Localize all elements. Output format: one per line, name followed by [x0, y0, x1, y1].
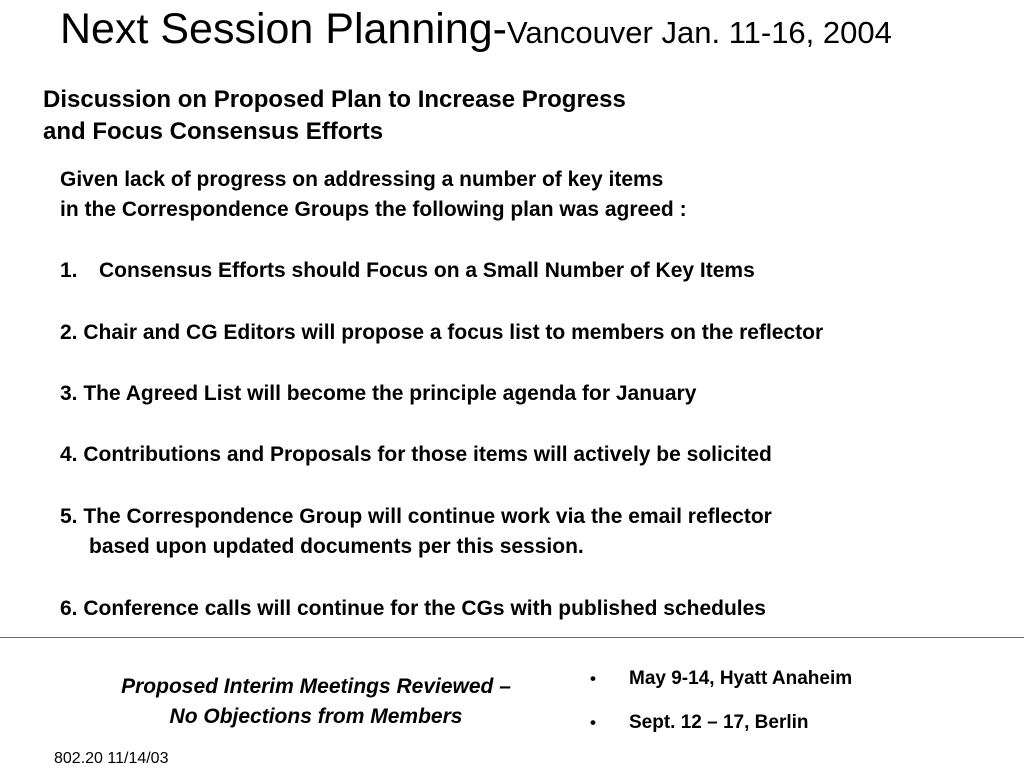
intro-paragraph [60, 165, 687, 225]
slide-title-main: Next Session Planning- [60, 5, 507, 53]
plan-item-text: Conference calls will continue for the CGs with published schedules [83, 597, 766, 620]
subtitle-line-2: and Focus Consensus Efforts [43, 118, 384, 145]
meeting-text: Sept. 12 – 17, Berlin [629, 712, 809, 733]
plan-item-5 [60, 502, 772, 562]
plan-item-text: Chair and CG Editors will propose a focus list to members on the reflector [83, 321, 824, 344]
plan-item-text: Contributions and Proposals for those items will actively be solicited [83, 443, 772, 466]
meeting-item [590, 708, 852, 738]
plan-item-number: 4. [60, 443, 78, 466]
section-divider [0, 637, 1024, 638]
plan-item-3 [60, 379, 696, 409]
interim-line-2: No Objections from Members [169, 705, 463, 728]
plan-item-4 [60, 440, 772, 470]
interim-meetings-note [70, 672, 562, 732]
meeting-list [590, 664, 852, 752]
plan-item-6 [60, 594, 766, 624]
slide-subtitle [43, 84, 626, 148]
intro-line-1: Given lack of progress on addressing a number of key items [60, 168, 664, 191]
bullet-icon: • [590, 669, 596, 688]
slide-title-location: Vancouver Jan. 11-16, 2004 [506, 15, 892, 50]
plan-item-number: 2. [60, 321, 78, 344]
slide-footer: 802.20 11/14/03 [54, 750, 169, 767]
plan-item-number: 1. [60, 259, 78, 282]
slide-title [60, 5, 892, 53]
bullet-icon: • [590, 713, 596, 732]
subtitle-line-1: Discussion on Proposed Plan to Increase Progress [43, 86, 626, 113]
plan-item-number: 5. [60, 505, 78, 528]
interim-line-1: Proposed Interim Meetings Reviewed – [121, 675, 511, 698]
intro-line-2: in the Correspondence Groups the following plan was agreed : [60, 198, 687, 221]
meeting-text: May 9-14, Hyatt Anaheim [629, 668, 853, 689]
plan-item-continuation: based upon updated documents per this session. [89, 535, 584, 558]
plan-item-number: 3. [60, 382, 78, 405]
plan-item-text: Consensus Efforts should Focus on a Small Number of Key Items [99, 259, 755, 282]
meeting-item [590, 664, 852, 694]
plan-item-1 [60, 256, 755, 286]
plan-item-2 [60, 318, 823, 348]
plan-item-text: The Correspondence Group will continue work via the email reflector [83, 505, 772, 528]
plan-item-number: 6. [60, 597, 78, 620]
plan-item-text: The Agreed List will become the principle agenda for January [83, 382, 697, 405]
